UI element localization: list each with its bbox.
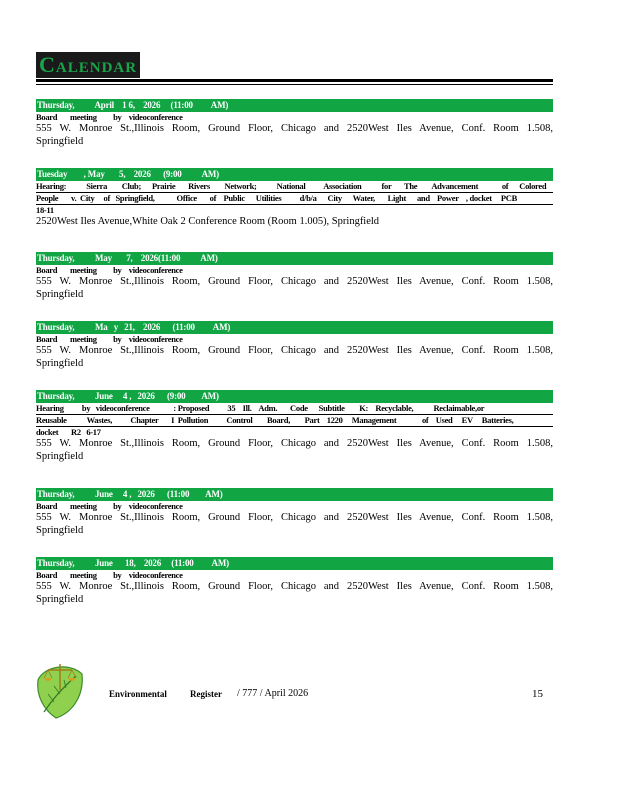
entry-location-city: Springfield <box>36 357 84 369</box>
page-title: Calendar <box>36 52 140 78</box>
entry-description: People v. City of Springfield, Office of Public Utilities d/b/a City Water, Light and Power , docket PCB <box>36 193 553 205</box>
calendar-entry <box>36 321 553 370</box>
entry-location-city: Springfield <box>36 450 84 462</box>
entry-location-city: Springfield <box>36 524 84 536</box>
entry-location-line: 555 W. Monroe St.,Illinois Room, Ground Floor, Chicago and 2520West Iles Avenue, Conf. Room 1.508, <box>36 276 553 287</box>
entry-description: docket R2 6-17 <box>36 427 101 437</box>
calendar-entry <box>36 252 553 301</box>
calendar-entry <box>36 168 553 229</box>
entry-location-city: Springfield <box>36 593 84 605</box>
entry-location <box>36 123 553 148</box>
entry-location <box>36 512 553 537</box>
footer-publication: Environmental <box>109 689 167 699</box>
entry-location <box>36 438 553 463</box>
entry-description: Hearing by videoconference : Proposed 35 Ill. Adm. Code Subtitle K: Recyclable, Reclaimable,or <box>36 403 553 415</box>
entry-description: 18-11 <box>36 205 54 215</box>
leaf-scales-logo-icon <box>34 660 86 720</box>
entry-date-bar: Tuesday , May 5, 2026 (9:00 AM) <box>36 168 553 181</box>
entry-description: Board meeting by videoconference <box>36 501 183 511</box>
entry-location-line: 2520West Iles Avenue,White Oak 2 Conference Room (Room 1.005), Springfield <box>36 216 380 227</box>
entry-location-line: 555 W. Monroe St.,Illinois Room, Ground Floor, Chicago and 2520West Iles Avenue, Conf. Room 1.508, <box>36 512 553 523</box>
entry-date-bar: Thursday, Ma y 21, 2026 (11:00 AM) <box>36 321 553 334</box>
calendar-entry <box>36 557 553 606</box>
entry-date-bar: Thursday, May 7, 2026(11:00 AM) <box>36 252 553 265</box>
title-rule-thin <box>36 84 553 85</box>
entry-location <box>36 276 553 301</box>
entry-location-line: 555 W. Monroe St.,Illinois Room, Ground Floor, Chicago and 2520West Iles Avenue, Conf. Room 1.508, <box>36 581 553 592</box>
entry-location-line: 555 W. Monroe St.,Illinois Room, Ground Floor, Chicago and 2520West Iles Avenue, Conf. Room 1.508, <box>36 438 553 449</box>
entry-location <box>36 581 553 606</box>
page-number: 15 <box>532 688 543 700</box>
footer-issue: / 777 / April 2026 <box>237 688 309 699</box>
entry-description: Board meeting by videoconference <box>36 334 183 344</box>
entry-date-bar: Thursday, April 1 6, 2026 (11:00 AM) <box>36 99 553 112</box>
calendar-entry <box>36 390 553 463</box>
entry-location-city: Springfield <box>36 288 84 300</box>
calendar-entry <box>36 488 553 537</box>
entry-date-bar: Thursday, June 18, 2026 (11:00 AM) <box>36 557 553 570</box>
entry-location-city: Springfield <box>36 135 84 147</box>
entry-description: Board meeting by videoconference <box>36 570 183 580</box>
entry-location <box>36 216 553 229</box>
entry-description: Board meeting by videoconference <box>36 112 183 122</box>
entry-description: Hearing: Sierra Club; Prairie Rivers Network; National Association for The Advancement of Colored <box>36 181 553 193</box>
entry-date-bar: Thursday, June 4 , 2026 (11:00 AM) <box>36 488 553 501</box>
entry-description: Board meeting by videoconference <box>36 265 183 275</box>
calendar-entry <box>36 99 553 148</box>
entry-location-line: 555 W. Monroe St.,Illinois Room, Ground Floor, Chicago and 2520West Iles Avenue, Conf. Room 1.508, <box>36 345 553 356</box>
title-rule-thick <box>36 79 553 82</box>
entry-description: Reusable Wastes, Chapter I Pollution Control Board, Part 1220 Management of Used EV Batteries, <box>36 415 553 427</box>
entry-location-line: 555 W. Monroe St.,Illinois Room, Ground Floor, Chicago and 2520West Iles Avenue, Conf. Room 1.508, <box>36 123 553 134</box>
entry-date-bar: Thursday, June 4 , 2026 (9:00 AM) <box>36 390 553 403</box>
entry-location <box>36 345 553 370</box>
footer-register: Register <box>190 689 222 699</box>
